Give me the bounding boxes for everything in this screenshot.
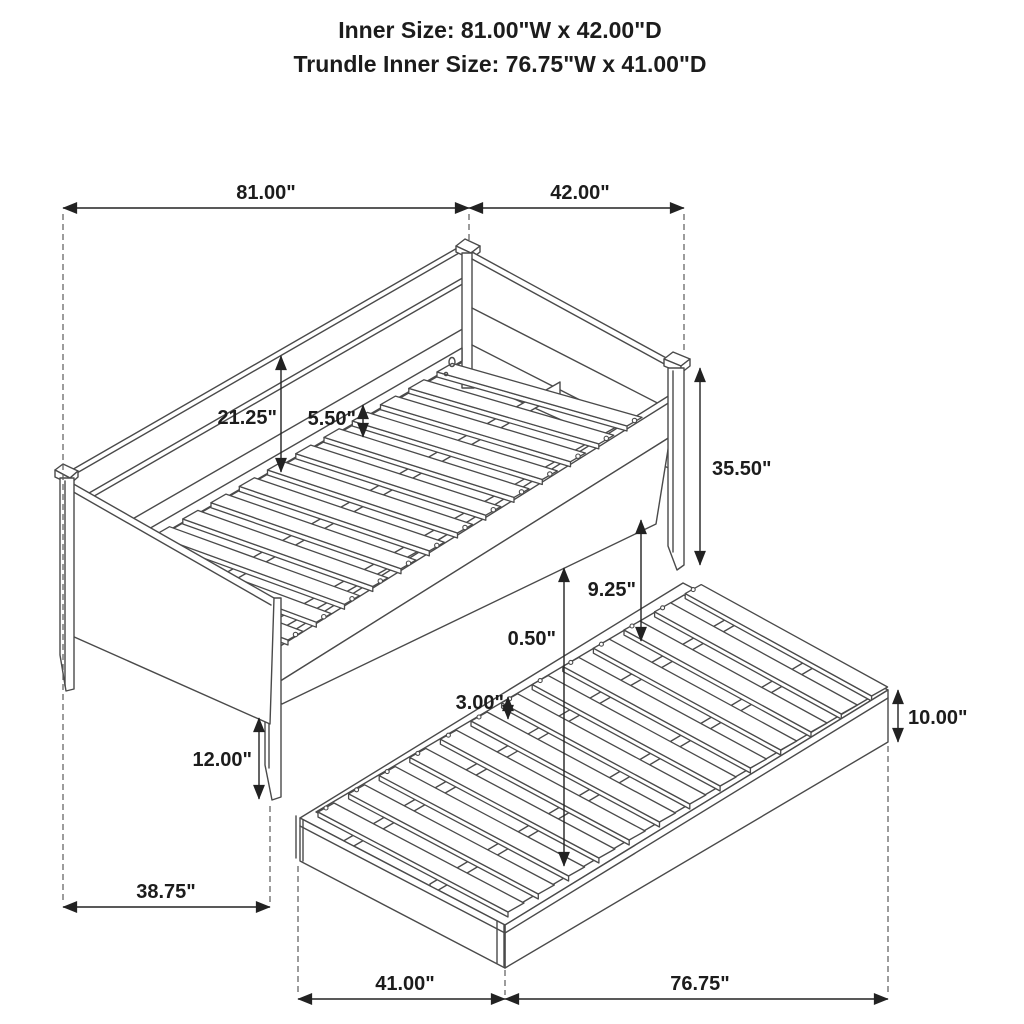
- dim-label-trundle-height: 10.00": [908, 707, 968, 729]
- dim-label-under-clearance: 9.25": [587, 579, 636, 601]
- bed-right-post: [668, 368, 684, 570]
- bed-back-leg: [60, 478, 74, 691]
- dim-label-trundle-depth: 41.00": [375, 973, 435, 995]
- dim-label-slat-height: 3.00": [455, 692, 504, 714]
- dim-label-trundle-gap: 0.50": [507, 628, 556, 650]
- title-trundle-inner-size: Trundle Inner Size: 76.75"W x 41.00"D: [293, 51, 707, 77]
- dim-label-rail-height: 5.50": [307, 408, 356, 430]
- dim-label-bed-width: 81.00": [236, 182, 296, 204]
- dim-label-footboard-width: 38.75": [136, 881, 196, 903]
- dim-label-leg-height: 12.00": [192, 749, 252, 771]
- dim-label-bed-depth: 42.00": [550, 182, 610, 204]
- dim-label-back-height: 35.50": [712, 458, 772, 480]
- title-inner-size: Inner Size: 81.00"W x 42.00"D: [338, 17, 662, 43]
- dim-label-back-panel-height: 21.25": [217, 407, 277, 429]
- dim-label-trundle-width: 76.75": [670, 973, 730, 995]
